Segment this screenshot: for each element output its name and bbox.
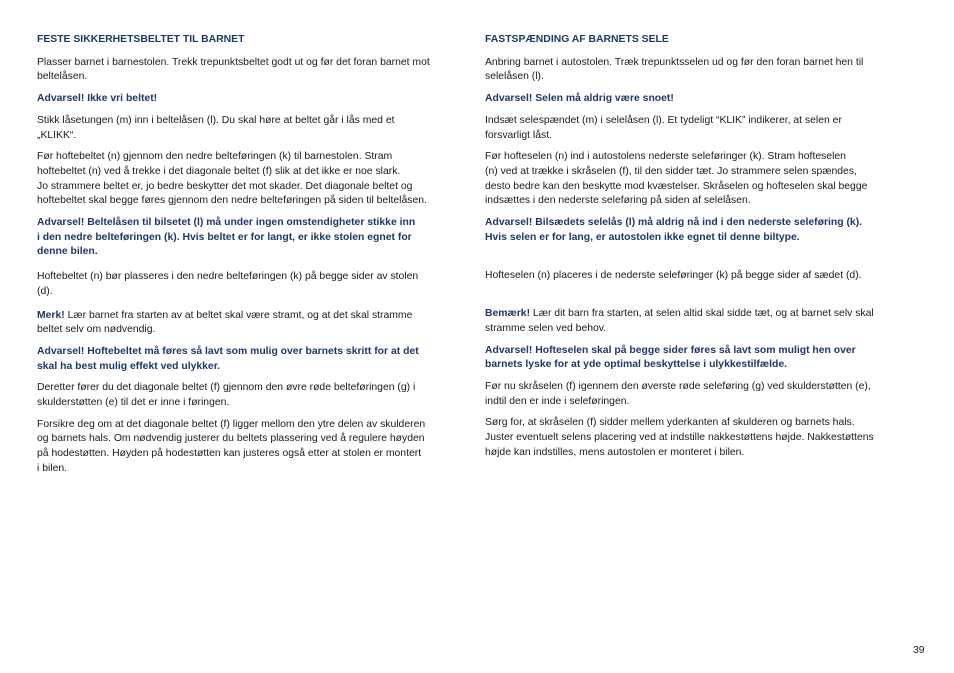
text-line: (n) ved at trække i skråselen (f), til den sidder tæt. Jo strammere selen spændes, [485,165,857,177]
section-title-danish: FASTSPÆNDING AF BARNETS SELE [485,34,669,45]
note-paragraph [485,307,919,336]
paragraph-shoulder [485,416,919,460]
text-line: Anbring barnet i autostolen. Træk trepunktsselen ud og før den foran barnet hen til [485,56,864,68]
paragraph-lap-guides [37,270,471,299]
note-text: Lær dit barn fra starten, at selen altid skal sidde tæt, og at barnet selv skal [530,308,874,320]
text-line: „KLIKK“. [37,129,77,141]
text-line: Deretter fører du det diagonale beltet (f) gjennom den øvre røde belteføringen (g) i [37,382,416,394]
text-line: barnets lyske for at yde optimal beskyttelse i ulykkestilfælde. [485,359,788,371]
paragraph-buckle [485,114,919,143]
text-line: Forsikre deg om at det diagonale beltet (f) ligger mellom den ytre delen av skulderen [37,418,426,430]
text-line: Stikk låsetungen (m) inn i beltelåsen (l). Du skal høre at beltet går i lås med et [37,114,395,126]
text-line: indtil den er inde i seleføringen. [485,395,630,407]
text-line: Indsæt selespændet (m) i selelåsen (l). Et tydeligt “KLIK” indikerer, at selen er [485,114,842,126]
text-line: denne bilen. [37,246,98,258]
note-label: Merk! [37,309,65,321]
warning-twist: Advarsel! Selen må aldrig være snoet! [485,93,674,105]
text-line: Hoftebeltet (n) bør plasseres i den nedre belteføringen (k) på begge sider av stolen [37,271,419,283]
note-text: Lær barnet fra starten av at beltet skal være stramt, og at det skal stramme [64,309,413,321]
text-line [37,309,471,324]
text-line: Hvis selen er for lang, er autostolen ikke egnet til denne biltype. [485,231,800,243]
text-line: Før hoftebeltet (n) gjennom den nedre belteføringen (k) til barnestolen. Stram [37,151,393,163]
text-line: forsvarligt låst. [485,129,552,141]
paragraph-diagonal-belt [485,380,919,409]
text-line: selelåsen (l). [485,71,544,83]
text-line: beltelåsen. [37,71,88,83]
paragraph-buckle [37,114,471,143]
warning-low-lap-belt [485,344,919,373]
text-line: skulderstøtten (e) til det er inne i føringen. [37,397,230,409]
text-line: Plasser barnet i barnestolen. Trekk trepunktsbeltet godt ut og før det foran barnet mot [37,56,430,68]
text-line: Jo strammere beltet er, jo bedre beskytter det mot skader. Det diagonale beltet og [37,180,413,192]
paragraph-lap-guides [485,269,919,284]
warning-twist: Advarsel! Ikke vri beltet! [37,93,158,105]
text-line: højde kan indstilles, mens autostolen er monteret i bilen. [485,446,745,458]
paragraph-shoulder [37,418,471,477]
text-line: Hofteselen (n) placeres i de nederste seleføringer (k) på begge sider af sædet (d). [485,270,862,282]
danish-column [485,33,919,467]
text-line: desto bedre kan den beskytte mod kvæstelser. Skråselen og hofteselen skal begge [485,180,868,192]
norwegian-column [37,33,471,484]
text-line: på hodestøtten. Høyden på hodestøtten kan justeres også etter at stolen er montert [37,448,422,460]
text-line: skal ha best mulig effekt ved ulykker. [37,360,221,372]
text-line: Advarsel! Hoftebeltet må føres så lavt som mulig over barnets skritt for at det [37,345,419,357]
warning-low-lap-belt [37,345,471,374]
text-line: Før nu skråselen (f) igennem den øverste røde seleføring (g) ved skulderstøtten (e), [485,380,871,392]
note-paragraph [37,309,471,338]
text-line: stramme selen ved behov. [485,322,607,334]
section-title-norwegian: FESTE SIKKERHETSBELTET TIL BARNET [37,34,245,45]
text-line: beltet selv om nødvendig. [37,324,156,336]
text-line: Advarsel! Beltelåsen til bilsetet (l) må under ingen omstendigheter stikke inn [37,217,416,229]
warning-buckle-position [485,216,919,245]
text-line: Juster eventuelt selens placering ved at indstille nakkestøttens højde. Nakkestøttens [485,432,874,444]
text-line: hoftebeltet (n) ved å trekke i det diagonale beltet (f) slik at det ikke er noe slark. [37,165,401,177]
text-line: Advarsel! Bilsædets selelås (l) må aldrig nå ind i den nederste seleføring (k). [485,217,863,229]
note-label: Bemærk! [485,308,531,320]
warning-buckle-position [37,216,471,260]
paragraph-placement [37,56,471,85]
text-line: og barnets hals. Om nødvendig justerer du beltets plassering ved å regulere høyden [37,433,425,445]
paragraph-lap-belt [37,150,471,209]
paragraph-lap-belt [485,150,919,209]
text-line: (d). [37,285,53,297]
paragraph-diagonal-belt [37,381,471,410]
text-line: Advarsel! Hofteselen skal på begge sider føres så lavt som muligt hen over [485,344,856,356]
page-number: 39 [913,645,925,656]
text-line: i bilen. [37,462,68,474]
text-line: indsættes i den nederste seleføring på siden af selelåsen. [485,195,751,207]
text-line: Før hofteselen (n) ind i autostolens nederste seleføringer (k). Stram hofteselen [485,151,846,163]
paragraph-placement [485,56,919,85]
text-line: Sørg for, at skråselen (f) sidder mellem yderkanten af skulderen og barnets hals. [485,417,855,429]
text-line: i den nedre belteføringen (k). Hvis beltet er for langt, er ikke stolen egnet for [37,231,412,243]
text-line: hoftebeltet skal begge føres gjennom den nedre belteføringen på siden til beltelåsen. [37,195,427,207]
text-line [485,307,919,322]
